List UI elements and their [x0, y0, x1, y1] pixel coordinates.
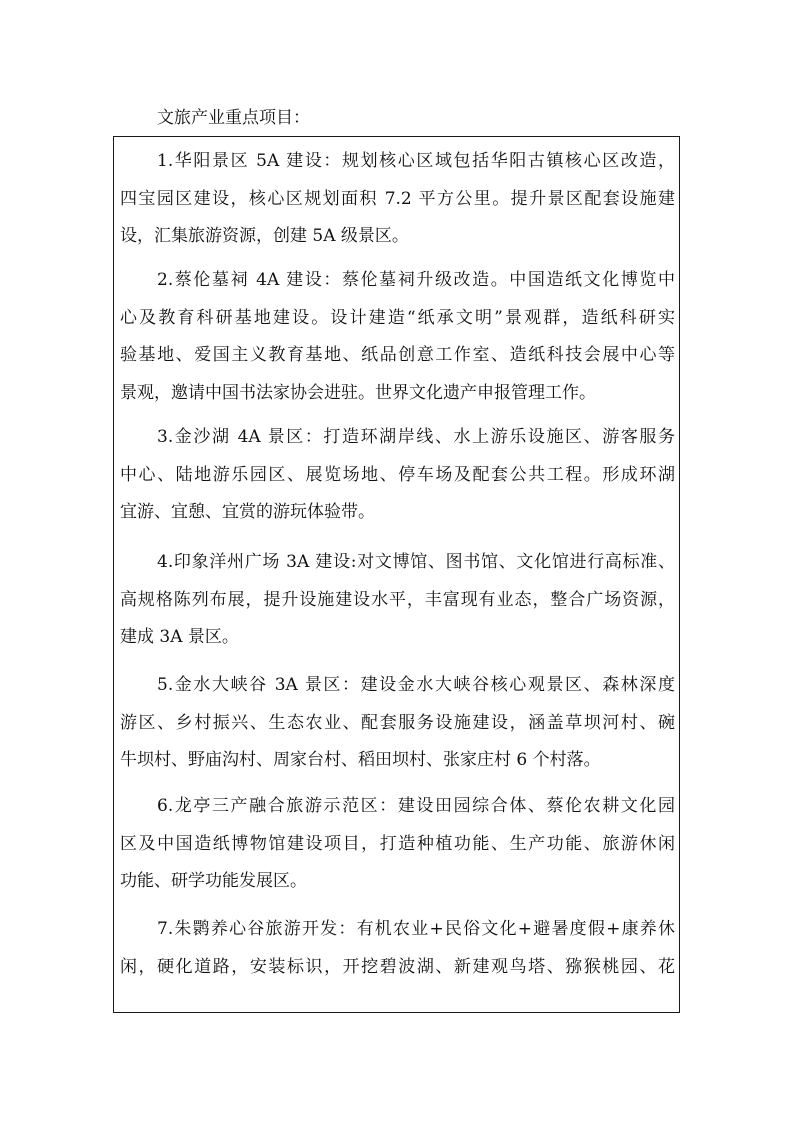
text-line: 建成 3A 景区。 [120, 627, 239, 647]
text-line: 5.金水大峡谷 3A 景区：建设金水大峡谷核心观景区、森林深度 [157, 675, 675, 695]
text-line: 3.金沙湖 4A 景区：打造环湖岸线、水上游乐设施区、游客服务 [157, 427, 675, 447]
text-line: 中心、陆地游乐园区、展览场地、停车场及配套公共工程。形成环湖 [120, 464, 675, 485]
text-line: 设，汇集旅游资源，创建 5A 级景区。 [120, 226, 409, 246]
text-line: 6.龙亭三产融合旅游示范区：建设田园综合体、蔡伦农耕文化园 [157, 796, 675, 816]
projects-table-cell [113, 136, 680, 1013]
text-line: 景观，邀请中国书法家协会进驻。世界文化遗产申报管理工作。 [120, 382, 596, 403]
text-line: 4.印象洋州广场 3A 建设:对文博馆、图书馆、文化馆进行高标准、 [157, 552, 675, 572]
text-line: 区及中国造纸博物馆建设项目，打造种植功能、生产功能、旅游休闲 [120, 833, 675, 854]
text-line: 1.华阳景区 5A 建设：规划核心区域包括华阳古镇核心区改造， [157, 151, 675, 171]
project-item-5 [114, 667, 680, 780]
text-line: 验基地、爱国主义教育基地、纸品创意工作室、造纸科技会展中心等 [120, 345, 675, 365]
project-item-6 [114, 788, 680, 901]
text-line: 功能、研学功能发展区。 [120, 871, 307, 891]
text-line: 牛坝村、野庙沟村、周家台村、稻田坝村、张家庄村 6 个村落。 [120, 750, 601, 770]
project-item-1 [114, 143, 680, 256]
project-item-2 [114, 262, 680, 412]
text-line: 心及教育科研基地建设。设计建造“纸承文明”景观群，造纸科研实 [120, 307, 675, 328]
text-line: 7.朱鹮养心谷旅游开发：有机农业+民俗文化+避暑度假+康养休 [157, 919, 675, 939]
section-heading: 文旅产业重点项目： [157, 108, 310, 128]
text-line: 宜游、宜憩、宜赏的游玩体验带。 [120, 502, 375, 522]
project-item-7 [114, 911, 680, 986]
project-item-3 [114, 419, 680, 532]
text-line: 四宝园区建设，核心区规划面积 7.2 平方公里。提升景区配套设施建 [120, 188, 675, 209]
project-item-4 [114, 544, 680, 657]
text-line: 2.蔡伦墓祠 4A 建设：蔡伦墓祠升级改造。中国造纸文化博览中 [157, 270, 675, 290]
text-line: 闲，硬化道路，安装标识，开挖碧波湖、新建观鸟塔、猕猴桃园、花 [120, 956, 675, 977]
text-line: 高规格陈列布展，提升设施建设水平，丰富现有业态，整合广场资源， [120, 589, 675, 610]
text-line: 游区、乡村振兴、生态农业、配套服务设施建设，涵盖草坝河村、碗 [120, 712, 675, 733]
